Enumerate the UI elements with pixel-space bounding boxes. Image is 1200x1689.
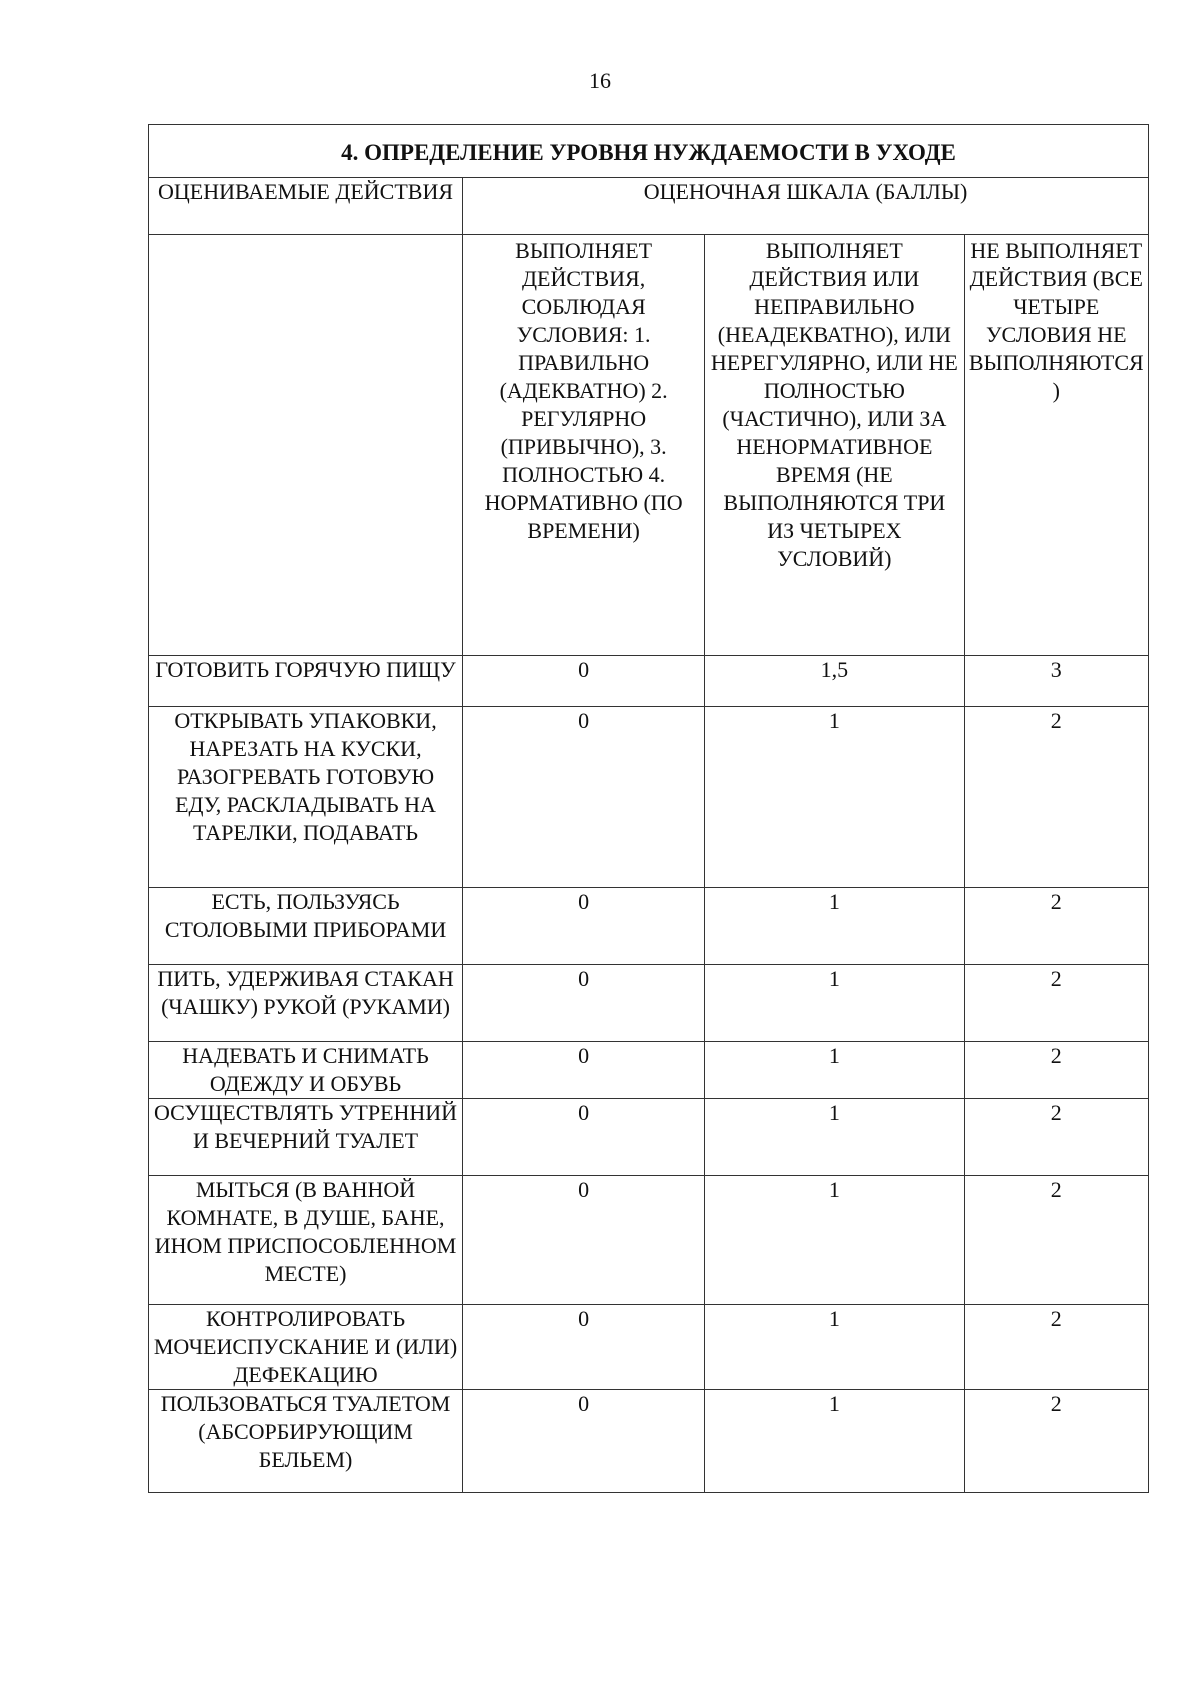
table-row	[149, 1042, 1149, 1099]
criteria-empty-cell	[149, 235, 463, 656]
row-score-full: 0	[463, 888, 705, 965]
row-score-full: 0	[463, 1042, 705, 1099]
table-header-row	[149, 178, 1149, 235]
row-action: МЫТЬСЯ (В ВАННОЙ КОМНАТЕ, В ДУШЕ, БАНЕ, ИНОМ ПРИСПОСОБЛЕННОМ МЕСТЕ)	[149, 1176, 463, 1305]
row-score-none: 2	[964, 1176, 1148, 1305]
row-action: ОТКРЫВАТЬ УПАКОВКИ, НАРЕЗАТЬ НА КУСКИ, РАЗОГРЕВАТЬ ГОТОВУЮ ЕДУ, РАСКЛАДЫВАТЬ НА ТАРЕЛКИ, ПОДАВАТЬ	[149, 707, 463, 888]
criteria-no-compliance	[964, 235, 1148, 656]
row-score-none: 2	[964, 707, 1148, 888]
table-row	[149, 1390, 1149, 1493]
row-score-partial: 1	[705, 707, 964, 888]
criteria-full-compliance-text: ВЫПОЛНЯЕТ ДЕЙСТВИЯ, СОБЛЮДАЯ УСЛОВИЯ: 1. ПРАВИЛЬНО (АДЕКВАТНО) 2. РЕГУЛЯРНО (ПРИВЫЧНО), 3. ПОЛНОСТЬЮ 4. НОРМАТИВНО (ПО ВРЕМЕНИ)	[484, 238, 683, 543]
table-row	[149, 888, 1149, 965]
row-score-full: 0	[463, 965, 705, 1042]
row-score-none: 2	[964, 965, 1148, 1042]
row-score-none: 2	[964, 1390, 1148, 1493]
header-actions: ОЦЕНИВАЕМЫЕ ДЕЙСТВИЯ	[149, 178, 463, 235]
table-row	[149, 656, 1149, 707]
row-score-none: 3	[964, 656, 1148, 707]
row-score-partial: 1	[705, 1099, 964, 1176]
criteria-partial-compliance	[705, 235, 964, 656]
row-score-partial: 1	[705, 1176, 964, 1305]
row-score-partial: 1	[705, 1390, 964, 1493]
criteria-row	[149, 235, 1149, 656]
criteria-full-compliance	[463, 235, 705, 656]
table-title-row	[149, 125, 1149, 178]
row-score-full: 0	[463, 1390, 705, 1493]
table-row	[149, 707, 1149, 888]
row-score-full: 0	[463, 1099, 705, 1176]
row-action: ПОЛЬЗОВАТЬСЯ ТУАЛЕТОМ (АБСОРБИРУЮЩИМ БЕЛЬЕМ)	[149, 1390, 463, 1493]
row-score-partial: 1	[705, 1305, 964, 1390]
row-score-none: 2	[964, 888, 1148, 965]
row-action: НАДЕВАТЬ И СНИМАТЬ ОДЕЖДУ И ОБУВЬ	[149, 1042, 463, 1099]
table-body	[149, 656, 1149, 1493]
row-score-none: 2	[964, 1305, 1148, 1390]
criteria-partial-compliance-text: ВЫПОЛНЯЕТ ДЕЙСТВИЯ ИЛИ НЕПРАВИЛЬНО (НЕАДЕКВАТНО), ИЛИ НЕРЕГУЛЯРНО, ИЛИ НЕ ПОЛНОСТЬЮ (ЧАСТИЧНО), ИЛИ ЗА НЕНОРМАТИВНОЕ ВРЕМЯ (НЕ ВЫПОЛНЯЮТСЯ ТРИ ИЗ ЧЕТЫРЕХ УСЛОВИЙ)	[710, 238, 958, 571]
row-action: КОНТРОЛИРОВАТЬ МОЧЕИСПУСКАНИЕ И (ИЛИ) ДЕФЕКАЦИЮ	[149, 1305, 463, 1390]
table-row	[149, 1099, 1149, 1176]
page-number: 16	[589, 68, 611, 93]
table-row	[149, 965, 1149, 1042]
header-scale: ОЦЕНОЧНАЯ ШКАЛА (БАЛЛЫ)	[463, 178, 1149, 235]
row-score-partial: 1	[705, 888, 964, 965]
row-score-none: 2	[964, 1042, 1148, 1099]
row-score-partial: 1	[705, 1042, 964, 1099]
row-action: ГОТОВИТЬ ГОРЯЧУЮ ПИЩУ	[149, 656, 463, 707]
row-score-full: 0	[463, 1176, 705, 1305]
table-row	[149, 1176, 1149, 1305]
row-score-full: 0	[463, 656, 705, 707]
care-needs-table	[148, 124, 1149, 1493]
table-title: 4. ОПРЕДЕЛЕНИЕ УРОВНЯ НУЖДАЕМОСТИ В УХОДЕ	[149, 125, 1149, 178]
row-score-partial: 1,5	[705, 656, 964, 707]
row-action: ЕСТЬ, ПОЛЬЗУЯСЬ СТОЛОВЫМИ ПРИБОРАМИ	[149, 888, 463, 965]
criteria-no-compliance-text: НЕ ВЫПОЛНЯЕТ ДЕЙСТВИЯ (ВСЕ ЧЕТЫРЕ УСЛОВИЯ НЕ ВЫПОЛНЯЮТСЯ)	[968, 238, 1144, 403]
row-action: ОСУЩЕСТВЛЯТЬ УТРЕННИЙ И ВЕЧЕРНИЙ ТУАЛЕТ	[149, 1099, 463, 1176]
row-score-full: 0	[463, 707, 705, 888]
row-score-full: 0	[463, 1305, 705, 1390]
row-score-none: 2	[964, 1099, 1148, 1176]
row-score-partial: 1	[705, 965, 964, 1042]
table-row	[149, 1305, 1149, 1390]
row-action: ПИТЬ, УДЕРЖИВАЯ СТАКАН (ЧАШКУ) РУКОЙ (РУКАМИ)	[149, 965, 463, 1042]
